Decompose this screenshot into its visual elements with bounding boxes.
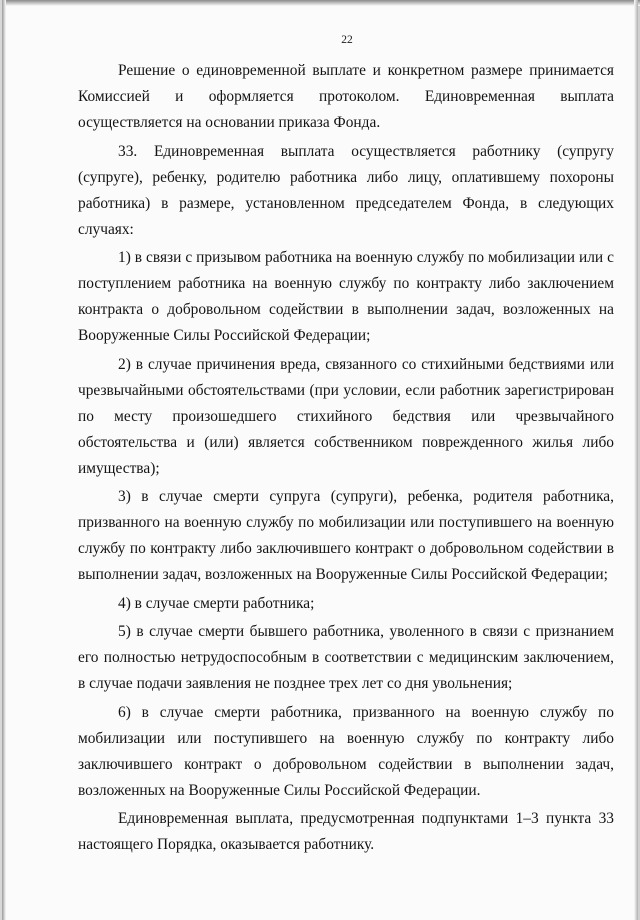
document-body: [78, 58, 614, 858]
list-item-2: 2) в случае причинения вреда, связанного со стихийными бедствиями или чрезвычайными обстоятельствами (при условии, если работник зарегистрирован по месту произошедшего стихийного бедствия или чрезвычайного обстоятельства и (или) является собственником поврежденного жилья либо имущества);: [78, 355, 614, 477]
scan-edge-left: [2, 0, 6, 920]
paragraph-decision: Решение о единовременной выплате и конкретном размере принимается Комиссией и оформляется протоколом. Единовременная выплата осуществляется на основании приказа Фонда.: [78, 62, 614, 131]
list-item-6: 6) в случае смерти работника, призванного на военную службу по мобилизации или поступившего на военную службу по контракту либо заключившего контракт о добровольном содействии в выполнении задач, возложенных на Вооруженные Силы Российской Федерации.: [78, 703, 614, 799]
page-number: 22: [341, 34, 353, 46]
list-item-1: 1) в связи с призывом работника на военную службу по мобилизации или с поступлением работника на военную службу по контракту либо заключением контракта о добровольном содействии в выполнении задач, возложенных на Вооруженные Силы Российской Федерации;: [78, 249, 614, 344]
scan-edge-right: [634, 0, 638, 920]
list-item-3: 3) в случае смерти супруга (супруги), ребенка, родителя работника, призванного на военную службу по мобилизации или поступившего на военную службу по контракту либо заключившего контракт о добровольном содействии в выполнении задач, возложенных на Вооруженные Силы Российской Федерации;: [78, 488, 614, 583]
paragraph-33: 33. Единовременная выплата осуществляется работнику (супругу (супруге), ребенку, родителю работника либо лицу, оплатившему похороны работника) в размере, установленном председателем Фонда, в следующих случаях:: [78, 142, 614, 238]
list-item-4: 4) в случае смерти работника;: [118, 594, 315, 612]
paragraph-closing: Единовременная выплата, предусмотренная подпунктами 1–3 пункта 33 настоящего Порядка, оказывается работнику.: [78, 810, 614, 853]
scan-edge-top: [2, 0, 640, 6]
list-item-5: 5) в случае смерти бывшего работника, уволенного в связи с признанием его полностью нетрудоспособным в соответствии с медицинским заключением, в случае подачи заявления не позднее трех лет со дня увольнения;: [78, 623, 614, 692]
